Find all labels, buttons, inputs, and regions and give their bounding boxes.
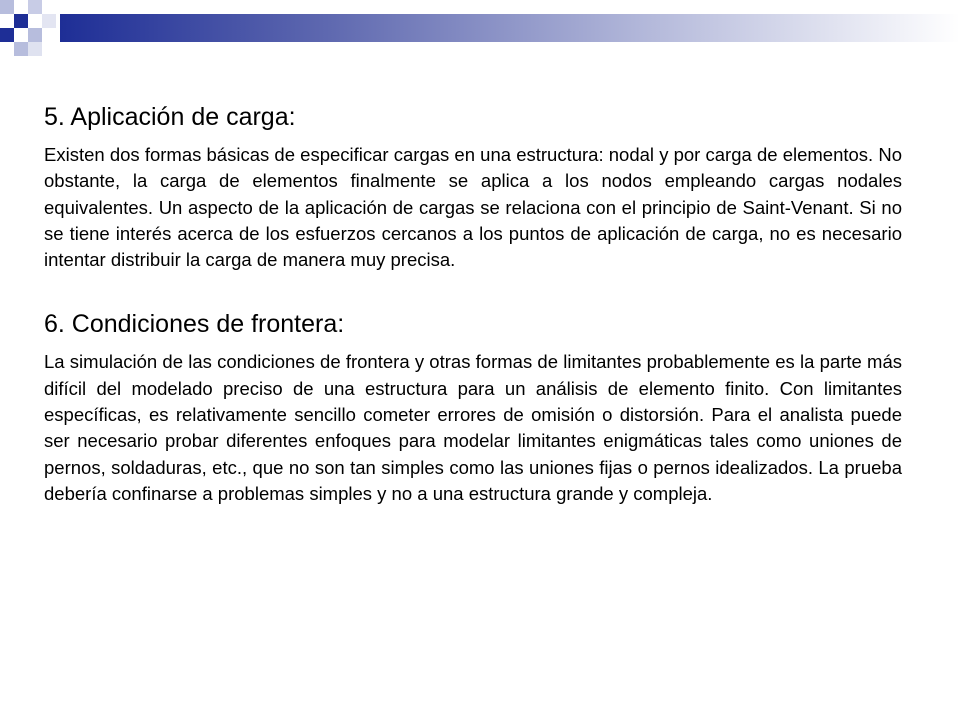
decor-square bbox=[0, 0, 14, 14]
decor-square bbox=[42, 14, 56, 28]
decor-square bbox=[14, 14, 28, 28]
slide-content bbox=[44, 102, 902, 507]
section-heading: 5. Aplicación de carga: bbox=[44, 103, 296, 131]
decor-square bbox=[0, 28, 14, 42]
decor-square bbox=[28, 28, 42, 42]
decor-square bbox=[28, 42, 42, 56]
section-heading: 6. Condiciones de frontera: bbox=[44, 310, 345, 339]
section-body: La simulación de las condiciones de frontera y otras formas de limitantes probablemente es la parte más difícil del modelado preciso de una estructura para un análisis de elemento finito. Con limitantes específicas, es relativamente sencillo cometer errores de omisión o distorsión. Para el analista puede ser necesario probar diferentes enfoques para modelar limitantes enigmáticas tales como uniones de pernos, soldaduras, etc., que no son tan simples como las uniones fijas o pernos idealizados. La prueba debería confinarse a problemas simples y no a una estructura grande y compleja. bbox=[44, 351, 902, 504]
decor-square bbox=[14, 42, 28, 56]
section-boundary-conditions bbox=[44, 309, 902, 507]
section-load-application bbox=[44, 102, 902, 273]
section-body: Existen dos formas básicas de especificar cargas en una estructura: nodal y por carga de elementos. No obstante, la carga de elementos finalmente se aplica a los nodos empleando cargas nodales equivalentes. Un aspecto de la aplicación de cargas se relaciona con el principio de Saint-Venant. Si no se tiene interés acerca de los esfuerzos cercanos a los puntos de aplicación de carga, no es necesario intentar distribuir la carga de manera muy precisa. bbox=[44, 144, 902, 271]
decor-square bbox=[28, 0, 42, 14]
header-gradient-bar bbox=[60, 14, 960, 42]
